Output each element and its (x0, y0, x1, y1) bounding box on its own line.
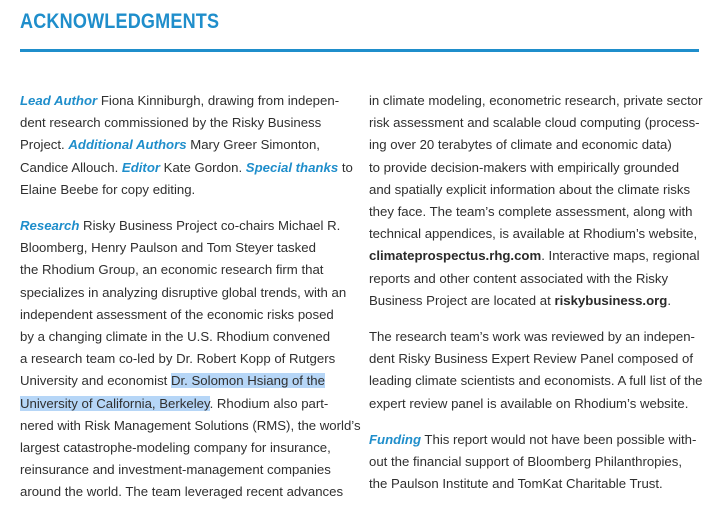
text-line (369, 451, 703, 473)
body-text: to (338, 159, 353, 175)
text-line (369, 429, 703, 451)
text-line (369, 201, 703, 223)
credit-label: Editor (121, 159, 161, 175)
body-text: ing over 20 terabytes of climate and economic data) (369, 137, 672, 153)
body-text: University and economist (20, 373, 171, 389)
paragraph (20, 90, 352, 201)
body-text: Candice Allouch. (20, 159, 122, 175)
text-line (369, 370, 703, 392)
body-text: specializes in analyzing disruptive global trends, with an (20, 284, 347, 300)
text-line (20, 304, 352, 326)
body-text: expert review panel is available on Rhodium’s website. (369, 395, 689, 411)
text-line (369, 134, 703, 156)
paragraph (369, 90, 703, 312)
body-text: . Rhodium also part- (209, 395, 329, 411)
body-text: the Rhodium Group, an economic research firm that (20, 262, 324, 278)
text-line (20, 157, 352, 179)
body-text: Business Project are located at (369, 292, 555, 308)
body-text: Risky Business Project co-chairs Michael R. (79, 218, 341, 234)
text-line (369, 268, 703, 290)
text-line (369, 348, 703, 370)
right-column (369, 90, 703, 509)
highlighted-text: University of California, Berkeley (20, 395, 210, 411)
text-line (20, 90, 352, 112)
text-line (20, 179, 352, 201)
body-text: around the world. The team leveraged recent advances (20, 484, 344, 500)
body-text: independent assessment of the economic risks posed (20, 306, 334, 322)
text-line (20, 112, 352, 134)
body-text: nered with Risk Management Solutions (RMS), the world’s (20, 417, 361, 433)
credit-label: Funding (369, 431, 421, 447)
body-text: they face. The team’s complete assessment, along with (369, 204, 693, 220)
text-line (20, 370, 352, 392)
body-text: dent research commissioned by the Risky Business (20, 115, 322, 131)
body-text: . Interactive maps, regional (541, 248, 700, 264)
paragraph (20, 215, 361, 504)
body-text: Mary Greer Simonton, (186, 137, 320, 153)
body-text: by a changing climate in the U.S. Rhodium convened (20, 329, 331, 345)
text-line (20, 348, 352, 370)
body-text: risk assessment and scalable cloud computing (process- (369, 115, 700, 131)
text-line (20, 437, 352, 459)
text-line (20, 459, 352, 481)
text-line (369, 326, 703, 348)
body-text: Kate Gordon. (160, 159, 246, 175)
body-text: dent Risky Business Expert Review Panel composed of (369, 351, 693, 367)
body-text: Bloomberg, Henry Paulson and Tom Steyer tasked (20, 240, 316, 256)
paragraph (369, 429, 703, 496)
text-line (20, 326, 352, 348)
body-text: leading climate scientists and economists. A full list of the (369, 373, 703, 389)
text-line (20, 237, 352, 259)
body-text: to provide decision-makers with empirically grounded (369, 159, 680, 175)
text-line (20, 415, 361, 437)
credit-label: Research (20, 218, 80, 234)
text-line (20, 282, 352, 304)
highlighted-text: Dr. Solomon Hsiang of the (171, 373, 325, 389)
body-text: reinsurance and investment-management companies (20, 462, 331, 478)
body-text: in climate modeling, econometric research, private sector (369, 93, 703, 108)
text-line (20, 393, 352, 415)
text-line (369, 245, 703, 267)
text-line (20, 134, 352, 156)
text-line (369, 90, 703, 112)
body-text: Elaine Beebe for copy editing. (20, 181, 196, 197)
body-text: Fiona Kinniburgh, drawing from indepen- (97, 93, 340, 108)
text-line (369, 112, 703, 134)
section-heading: ACKNOWLEDGMENTS (20, 10, 220, 33)
heading-rule (20, 49, 699, 52)
body-text: and spatially explicit information about the climate risks (369, 181, 691, 197)
body-text: reports and other content associated with the Risky (369, 270, 669, 286)
text-line (20, 215, 352, 237)
paragraph (369, 326, 703, 415)
body-text: The research team’s work was reviewed by an indepen- (369, 329, 695, 345)
body-text: technical appendices, is available at Rhodium’s website, (369, 226, 698, 242)
text-line (369, 393, 703, 415)
credit-label: Lead Author (20, 93, 98, 108)
website-url: climateprospectus.rhg.com (369, 248, 542, 264)
body-text: the Paulson Institute and TomKat Charitable Trust. (369, 476, 663, 492)
body-text: This report would not have been possible with- (421, 431, 697, 447)
credit-label: Additional Authors (68, 137, 187, 153)
credit-label: Special thanks (245, 159, 339, 175)
text-line (20, 259, 352, 281)
body-text: . (667, 292, 672, 308)
text-line (369, 157, 703, 179)
left-column (20, 90, 361, 518)
body-text: a research team co-led by Dr. Robert Kopp of Rutgers (20, 351, 336, 367)
text-line (20, 481, 352, 503)
text-line (369, 179, 703, 201)
text-line (369, 290, 703, 312)
text-line (369, 473, 703, 495)
body-text: Project. (20, 137, 69, 153)
website-url: riskybusiness.org (554, 292, 668, 308)
body-text: out the financial support of Bloomberg Philanthropies, (369, 454, 683, 470)
text-line (369, 223, 703, 245)
body-text: largest catastrophe-modeling company for insurance, (20, 440, 331, 456)
